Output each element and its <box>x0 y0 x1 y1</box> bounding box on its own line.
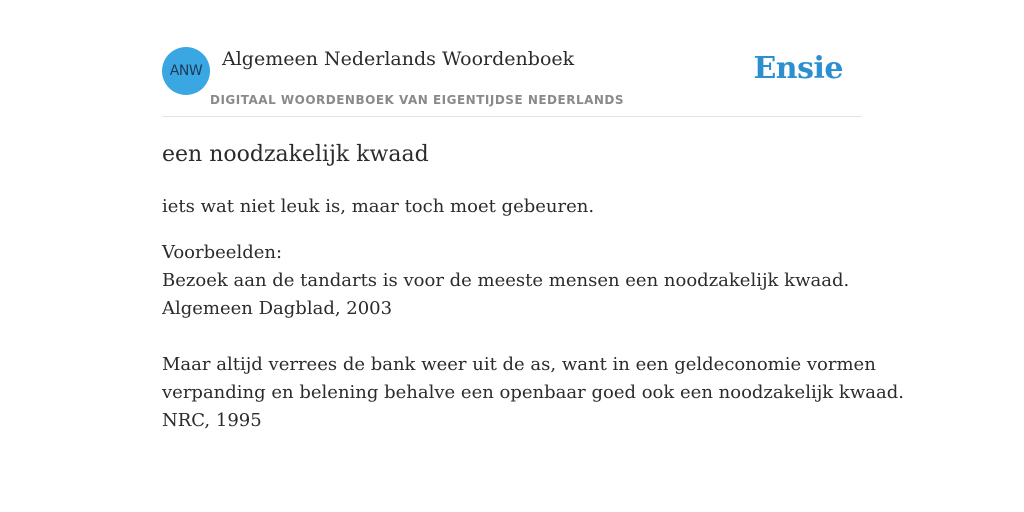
example-1-source: Algemeen Dagblad, 2003 <box>162 298 393 319</box>
page-title: een noodzakelijk kwaad <box>162 142 429 167</box>
example-1-line-1: Bezoek aan de tandarts is voor de meeste mensen een noodzakelijk kwaad. <box>162 270 850 291</box>
logo-text: ANW <box>169 63 203 79</box>
example-2-line-1: Maar altijd verrees de bank weer uit de as, want in een geldeconomie vormen <box>162 354 876 375</box>
site-header <box>162 47 862 117</box>
anw-logo[interactable] <box>162 47 210 95</box>
definition-text: iets wat niet leuk is, maar toch moet gebeuren. <box>162 196 595 217</box>
example-2-source: NRC, 1995 <box>162 410 262 431</box>
examples-section <box>162 239 904 435</box>
example-spacer <box>162 323 882 351</box>
examples-label: Voorbeelden: <box>162 242 283 263</box>
site-subtitle: DIGITAAL WOORDENBOEK VAN EIGENTIJDSE NEDERLANDS <box>210 93 625 107</box>
site-title[interactable]: Algemeen Nederlands Woordenboek <box>222 48 575 70</box>
example-2-line-2: verpanding en belening behalve een openbaar goed ook een noodzakelijk kwaad. <box>162 382 904 403</box>
ensie-brand-logo[interactable]: Ensie <box>753 51 843 86</box>
